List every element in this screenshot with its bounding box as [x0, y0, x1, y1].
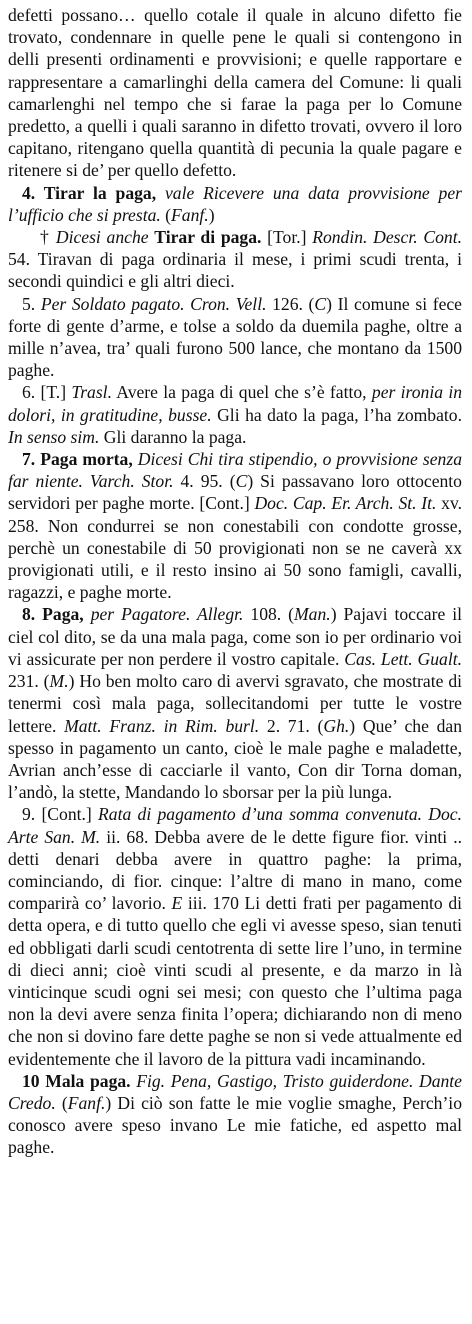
entry-text: xv. 258. Non condurrei se non conestabili con condotte grosse, perchè un conestabile di 50 provigionati non se ne caverà xx provigionati utili, e il resto insino ai 50 sono famigli, cavalli, ragazzi, e paghe morte.: [8, 493, 463, 603]
entry-italic-text: Cas. Lett. Gualt.: [344, 648, 462, 669]
entry-text: 54. Tiravan di paga ordinaria il mese, i primi scudi trenta, i secondi quindici e gli altri dieci.: [8, 249, 462, 292]
entry-text: 126. (: [266, 293, 315, 314]
entry-italic-text: C: [314, 293, 327, 314]
entry-italic-text: E: [171, 893, 183, 914]
entry-italic-text: Dicesi Chi tira stipendio, o provvisione senza far niente. Varch. Stor.: [8, 449, 462, 492]
entry-text: ) Que’ che dan spesso in pagamento un canto, cioè le male paghe e maladette, Avrian anch’esse di cacciarle il vanto, Con dir Torna doman, l’andò, la stette, Mandando lo sborsar per la più lunga.: [8, 715, 462, 803]
entry-headword: 10 Mala paga.: [22, 1070, 131, 1091]
entry-text: Gli daranno la paga.: [99, 426, 247, 447]
entry-italic-text: Rata di pagamento d’una somma convenuta. Doc. Arte San. M.: [8, 804, 462, 847]
entry-headword: 7. Paga morta,: [22, 449, 138, 470]
entry-headword: 4. Tirar la paga,: [22, 182, 165, 203]
dictionary-entry: [8, 803, 462, 1069]
entry-text: 9. [Cont.]: [22, 804, 99, 825]
entry-text: Avere la paga di quel che s’è fatto,: [111, 382, 372, 403]
entry-text: 5.: [22, 293, 41, 314]
entry-text: ) Pajavi toccare il ciel col dito, se da una mala paga, come son io per ordinario voi vi assicurate per non perdere il vostro capitale.: [8, 604, 462, 669]
entry-headword: Tirar di paga.: [154, 227, 262, 248]
entry-italic-text: Fanf.: [67, 1092, 106, 1113]
entry-text: defetti possano… quello cotale il quale in alcuno difetto fie trovato, condennare in quelle pene le quali si contengono in delli presenti ordinamenti e provvisioni; e quelle rapportare e rappresentare a camarlinghi della camera del Comune: li quali camarlenghi nel tempo che si farae la paga per lo Comune predetto, a quelli i quali saranno in difetto trovati, ovvero il loro capitano, ritengano quella quantità di pecunia la quale pagare e ritenere si de’ per quello defetto.: [8, 5, 462, 181]
entry-text: 2. 71. (: [259, 715, 324, 736]
entry-italic-text: C: [235, 471, 248, 492]
entry-italic-text: Matt. Franz. in Rim. burl.: [64, 715, 260, 736]
entry-italic-text: Dicesi anche: [55, 227, 155, 248]
entry-text: 108. (: [243, 604, 295, 625]
entry-italic-text: per Pagatore. Allegr.: [90, 604, 244, 625]
entry-italic-text: Fanf.: [171, 204, 209, 225]
entry-italic-text: In senso sim.: [8, 426, 100, 447]
entry-text: 231. (: [8, 671, 50, 692]
entry-text: 6. [T.]: [22, 382, 72, 403]
entry-italic-text: Trasl.: [71, 382, 112, 403]
dictionary-entry: [8, 381, 462, 448]
entry-text: 4. 95. (: [173, 471, 236, 492]
entry-text: ): [208, 204, 215, 225]
dictionary-entry: [8, 603, 462, 803]
entry-italic-text: vale Ricevere una data provvisione per l’ufficio che si presta.: [8, 182, 462, 225]
entry-text: ) Di ciò son fatte le mie voglie smaghe, Perch’io conosco avere speso invano Le mie fatiche, ed aspetto mal paghe.: [8, 1092, 462, 1158]
dictionary-entry: [8, 293, 462, 382]
entry-text: †: [40, 227, 56, 248]
entry-italic-text: Fig. Pena, Gastigo, Tristo guiderdone. Dante Credo.: [8, 1070, 462, 1113]
entry-headword: 8. Paga,: [22, 604, 91, 625]
entry-italic-text: Rondin. Descr. Cont.: [312, 227, 462, 248]
entry-text: ii. 68. Debba avere de le dette figure fior. vinti .. detti denari debba avere in quattro paghe: la prima, cominciando, di fior. cinque: l’altre di mano in mano, come comparirà co’ lavorio.: [8, 826, 462, 914]
entry-italic-text: per ironia in dolori, in gratitudine, busse.: [8, 382, 463, 425]
dictionary-entry: [8, 226, 462, 293]
dictionary-entry: [8, 1070, 462, 1159]
continued-paragraph: [8, 4, 462, 182]
entry-text: ) Ho ben molto caro di avervi sgravato, che mostrate di tenermi così mala paga, sollecitandomi per tutte le vostre lettere.: [8, 671, 462, 736]
dictionary-entry: [8, 182, 462, 226]
entry-text: (: [160, 204, 172, 225]
entry-text: Gli ha dato la paga, l’ha zombato.: [211, 404, 462, 425]
entry-text: (: [55, 1092, 68, 1113]
entry-text: iii. 170 Li detti frati per pagamento di detta opera, e di tutto quello che egli vi avesse speso, sian tenuti ed obbligati darli scudi centotrenta di sette lire l’uno, in termine di dieci anni; cioè vinti scudi al presente, e da marzo in là vinticinque scudi ogni sei mesi; con questo che l’ultima paga non la devi avere senza finita l’opera; dichiarando non di meno che non si dovino fare dette paghe se non si vede attualmente ed evidentemente che il lavoro de la pittura vadi incaminando.: [8, 893, 463, 1069]
entry-italic-text: Doc. Cap. Er. Arch. St. It.: [254, 493, 437, 514]
entry-italic-text: Gh.: [323, 715, 350, 736]
entry-text: ) Si passavano loro ottocento servidori per paghe morte. [Cont.]: [8, 471, 462, 514]
entry-italic-text: M.: [49, 671, 69, 692]
entry-text: [Tor.]: [261, 227, 313, 248]
entry-italic-text: Per Soldato pagato. Cron. Vell.: [40, 293, 267, 314]
dictionary-entry: [8, 448, 462, 603]
entry-text: ) Il comune si fece forte di gente d’arme, e tolse a soldo da duemila paghe, oltre a mille n’avea, tra’ quali furono 500 lance, che montano da 1500 paghe.: [8, 293, 462, 381]
entry-italic-text: Man.: [294, 604, 331, 625]
